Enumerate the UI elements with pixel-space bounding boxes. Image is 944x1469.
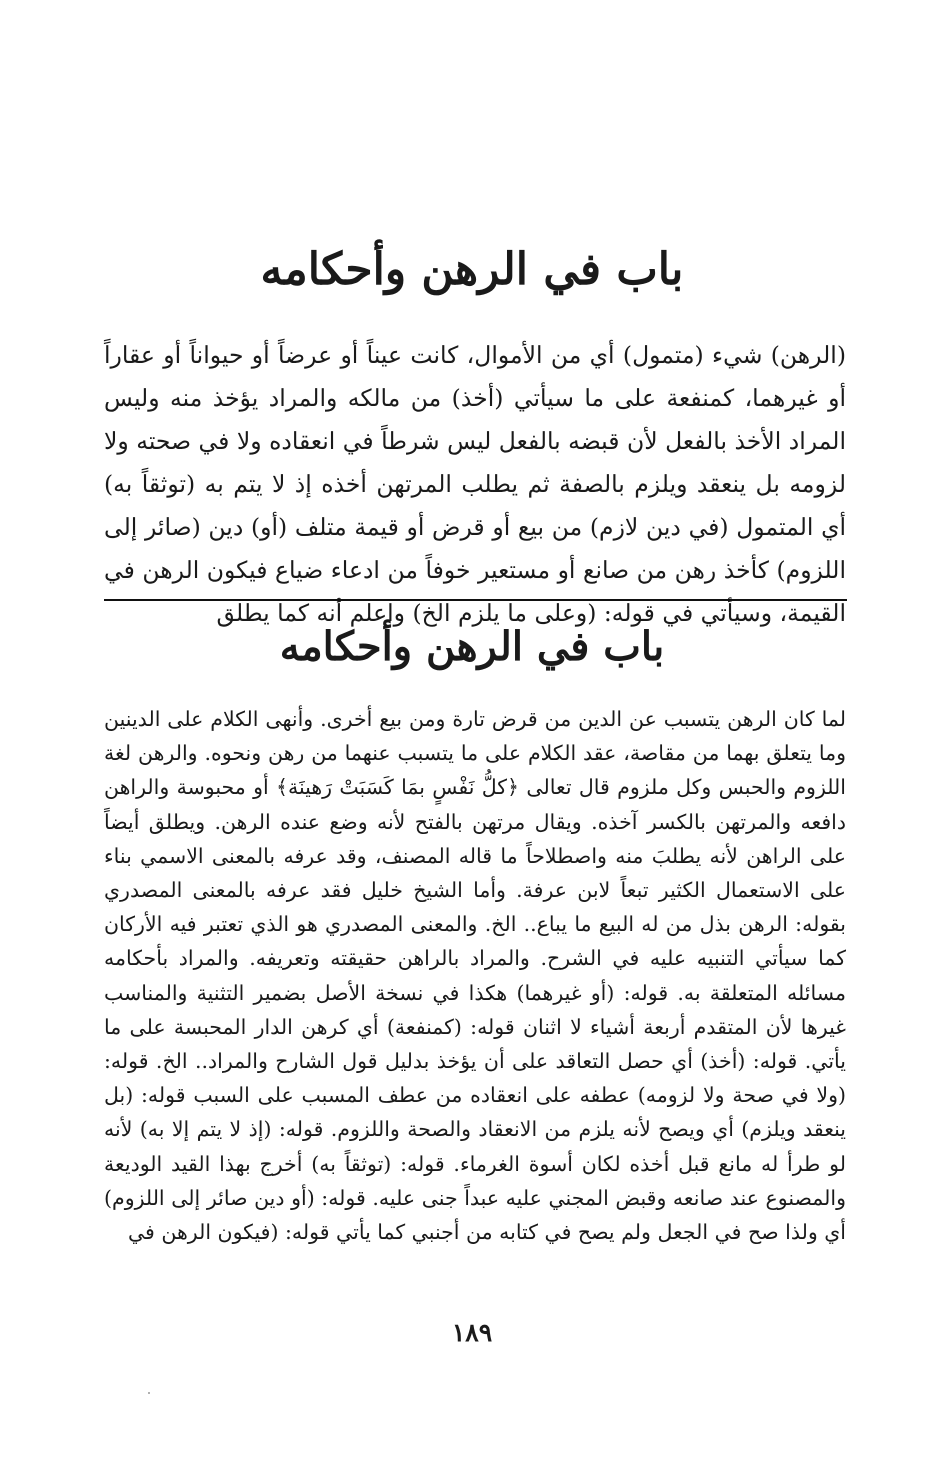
commentary-title: باب في الرهن وأحكامه [279,623,665,670]
page-number: ١٨٩ [451,1318,493,1347]
section-divider [104,599,847,601]
main-text-block [104,334,846,635]
scan-speck [148,1392,150,1394]
commentary-paragraph: لما كان الرهن يتسبب عن الدين من قرض تارة ومن بيع أخرى. وأنهى الكلام على الدينين وما يتعلق بهما من مقاصة، عقد الكلام على ما يتسبب عنهما من رهن ونحوه. والرهن لغة اللزوم والحبس وكل ملزوم قال تعالى ﴿كلُّ نَفْسٍ بمَا كَسَبَتْ رَهينَة﴾ أو محبوسة والراهن دافعه والمرتهن بالكسر آخذه. ويقال مرتهن بالفتح لأنه وضع عنده الرهن. ويطلق أيضاً على الراهن لأنه يطلبَ منه واصطلاحاً ما قاله المصنف، وقد عرفه بالمعنى الاسمي بناء على الاستعمال الكثير تبعاً لابن عرفة. وأما الشيخ خليل فقد عرفه بالمعنى المصدري بقوله: الرهن بذل من له البيع ما يباع.. الخ. والمعنى المصدري هو الذي تعتبر فيه الأركان كما سيأتي التنبيه عليه في الشرح. والمراد بالراهن حقيقته وتعريفه. والمراد بأحكامه مسائله المتعلقة به. قوله: (أو غيرهما) هكذا في نسخة الأصل بضمير التثنية والمناسب غيرها لأن المتقدم أربعة أشياء لا اثنان قوله: (كمنفعة) أي كرهن الدار المحبسة على ما يأتي. قوله: (أخذ) أي حصل التعاقد على أن يؤخذ بدليل قول الشارح والمراد.. الخ. قوله: (ولا في صحة ولا لزومه) عطفه على انعقاده من عطف المسبب على السبب قوله: (بل ينعقد ويلزم) أي ويصح لأنه يلزم من الانعقاد والصحة واللزوم. قوله: (إذ لا يتم إلا به) لأنه لو طرأ له مانع قبل أخذه لكان أسوة الغرماء. قوله: (توثقاً به) أخرج بهذا القيد الوديعة والمصنوع عند صانعه وقبض المجني عليه عبداً جنى عليه. قوله: (أو دين صائر إلى اللزوم) أي ولذا صح في الجعل ولم يصح في كتابه من أجنبي كما يأتي قوله: (فيكون الرهن في [104,707,846,1245]
commentary-block [104,702,846,1249]
chapter-title: باب في الرهن وأحكامه [260,244,684,295]
main-text-paragraph: (الرهن) شيء (متمول) أي من الأموال، كانت عيناً أو عرضاً أو حيواناً أو عقاراً أو غيرهما، كمنفعة على ما سيأتي (أخذ) من مالكه والمراد يؤخذ منه وليس المراد الأخذ بالفعل لأن قبضه بالفعل ليس شرطاً في انعقاده ولا في صحته ولا لزومه بل ينعقد ويلزم بالصفة ثم يطلب المرتهن أخذه إذ لا يتم به (توثقاً به) أي المتمول (في دين لازم) من بيع أو قرض أو قيمة متلف (أو) دين (صائر إلى اللزوم) كأخذ رهن من صانع أو مستعير خوفاً من ادعاء ضياع فيكون الرهن في القيمة، وسيأتي في قوله: (وعلى ما يلزم الخ) واعلم أنه كما يطلق [104,341,846,627]
